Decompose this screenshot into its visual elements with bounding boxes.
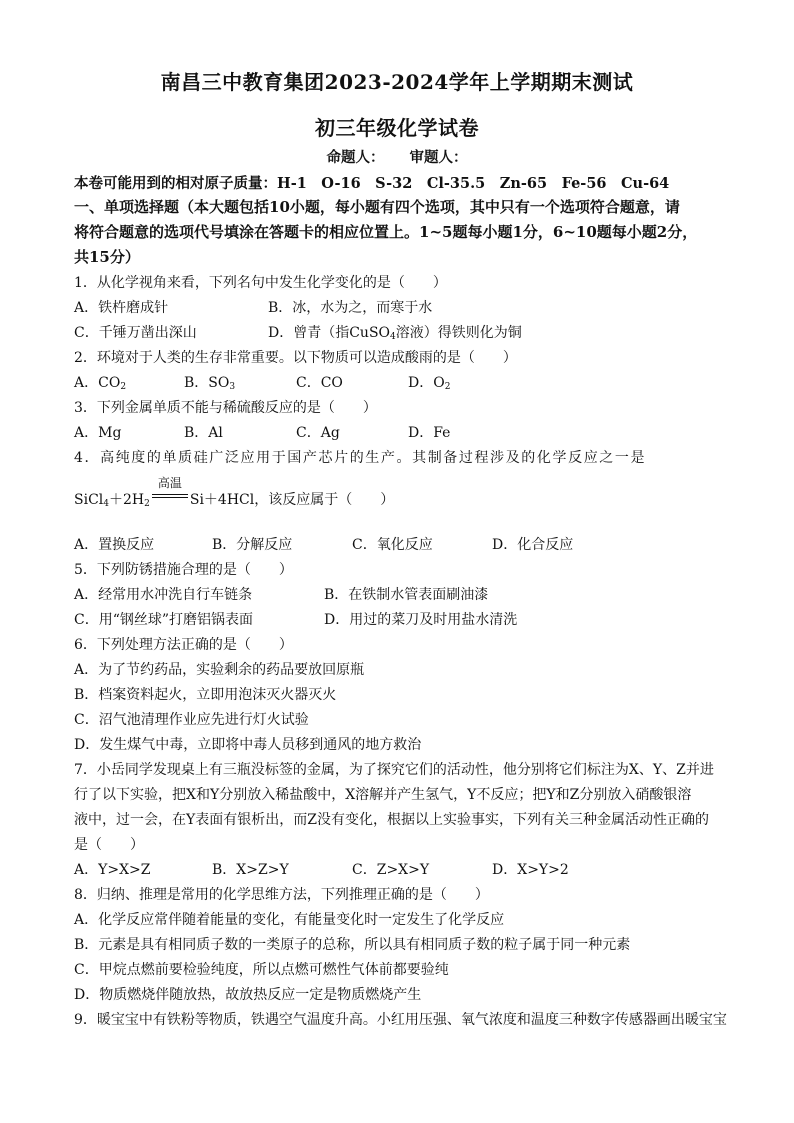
question-3-option-a: A．Mg [74,425,122,441]
question-3-option-d: D．Fe [408,425,451,441]
question-8-option-c: C．甲烷点燃前要检验纯度，所以点燃可燃性气体前都要验纯 [74,962,449,978]
question-3-option-b: B．Al [184,425,223,441]
question-6-option-d: D．发生煤气中毒，立即将中毒人员移到通风的地方救治 [74,737,422,753]
question-4-option-c: C．氧化反应 [352,537,433,553]
question-1-option-c: C．千锤万凿出深山 [74,325,197,341]
question-8-option-b: B．元素是具有相同质子数的一类原子的总称，所以具有相同质子数的粒子属于同一种元素 [74,937,631,953]
question-6-option-b: B．档案资料起火，立即用泡沫灭火器灭火 [74,687,337,703]
question-7-option-d: D．X>Y>2 [492,862,569,878]
section-line-1: 一、单项选择题（本大题包括10小题，每小题有四个选项，其中只有一个选项符合题意，请 [74,198,680,216]
question-1-stem: 1．从化学视角来看，下列名句中发生化学变化的是（ ） [74,275,447,291]
question-8-option-d: D．物质燃烧伴随放热，故放热反应一定是物质燃烧产生 [74,987,422,1003]
question-8-option-a: A．化学反应常伴随着能量的变化，有能量变化时一定发生了化学反应 [74,912,505,928]
question-4-option-d: D．化合反应 [492,537,574,553]
section-line-3: 共15分） [74,248,140,266]
question-7-option-b: B．X>Z>Y [212,862,289,878]
question-4-option-a: A．置换反应 [74,537,155,553]
question-4-equation: $SiCl_4+2H_2$ 高温 Si＋4HCl，该反应属于（ ） [74,476,395,509]
question-3-option-c: C．Ag [296,425,340,441]
question-5-option-b: B．在铁制水管表面刷油漆 [324,587,489,603]
question-2-option-c: C．CO [296,375,343,391]
question-7-line-1: 7．小岳同学发现桌上有三瓶没标签的金属，为了探究它们的活动性，他分别将它们标注为X、Y、Z并进 [74,762,714,778]
question-6-option-c: C．沼气池清理作业应先进行灯火试验 [74,712,309,728]
section-heading [74,195,734,270]
question-9-line-1: 9．暖宝宝中有铁粉等物质，铁遇空气温度升高。小红用压强、氧气浓度和温度三种数字传感器画出暖宝宝 [74,1012,727,1028]
question-1-option-a: A．铁杵磨成针 [74,300,169,316]
question-4-option-b: B．分解反应 [212,537,293,553]
question-2-option-b: B．$SO_3$ [184,375,236,392]
question-2-option-a: A．$CO_2$ [74,375,127,392]
question-2-stem: 2．环境对于人类的生存非常重要。以下物质可以造成酸雨的是（ ） [74,350,517,366]
reaction-condition: 高温 [152,488,188,506]
question-2-option-d: D．$O_2$ [408,375,451,392]
question-1-option-d: D．曾青（指CuSO$_4$溶液）得铁则化为铜 [268,325,522,342]
question-3-stem: 3．下列金属单质不能与稀硫酸反应的是（ ） [74,400,377,416]
question-4-stem: 4．高纯度的单质硅广泛应用于国产芯片的生产。其制备过程涉及的化学反应之一是 [74,450,647,466]
question-1-option-b: B．冰，水为之，而寒于水 [268,300,433,316]
question-5-option-a: A．经常用水冲洗自行车链条 [74,587,253,603]
exam-subtitle: 初三年级化学试卷 [315,116,479,140]
question-6-stem: 6．下列处理方法正确的是（ ） [74,637,293,653]
reviewer-label: 审题人： [409,149,468,166]
atomic-masses: 本卷可能用到的相对原子质量：H-1 O-16 S-32 Cl-35.5 Zn-65 Fe-56 Cu-64 [74,175,670,192]
exam-title: 南昌三中教育集团2023-2024学年上学期期末测试 [160,70,634,94]
author-label: 命题人： [326,149,385,166]
authors-line [0,146,794,167]
question-5-option-d: D．用过的菜刀及时用盐水清洗 [324,612,518,628]
question-7-line-2: 行了以下实验，把X和Y分别放入稀盐酸中，X溶解并产生氢气，Y不反应；把Y和Z分别放入硝酸银溶 [74,787,692,803]
question-5-option-c: C．用“钢丝球”打磨铝锅表面 [74,612,254,628]
section-line-2: 将符合题意的选项代号填涂在答题卡的相应位置上。1~5题每小题1分，6~10题每小题2分， [74,223,698,241]
question-8-stem: 8．归纳、推理是常用的化学思维方法，下列推理正确的是（ ） [74,887,489,903]
question-7-line-3: 液中，过一会，在Y表面有银析出，而Z没有变化，根据以上实验事实，下列有关三种金属活动性正确的 [74,812,709,828]
question-7-option-a: A．Y>X>Z [74,862,151,878]
question-7-option-c: C．Z>X>Y [352,862,430,878]
question-6-option-a: A．为了节约药品，实验剩余的药品要放回原瓶 [74,662,365,678]
question-5-stem: 5．下列防锈措施合理的是（ ） [74,562,293,578]
question-7-line-4: 是（ ） [74,837,144,853]
